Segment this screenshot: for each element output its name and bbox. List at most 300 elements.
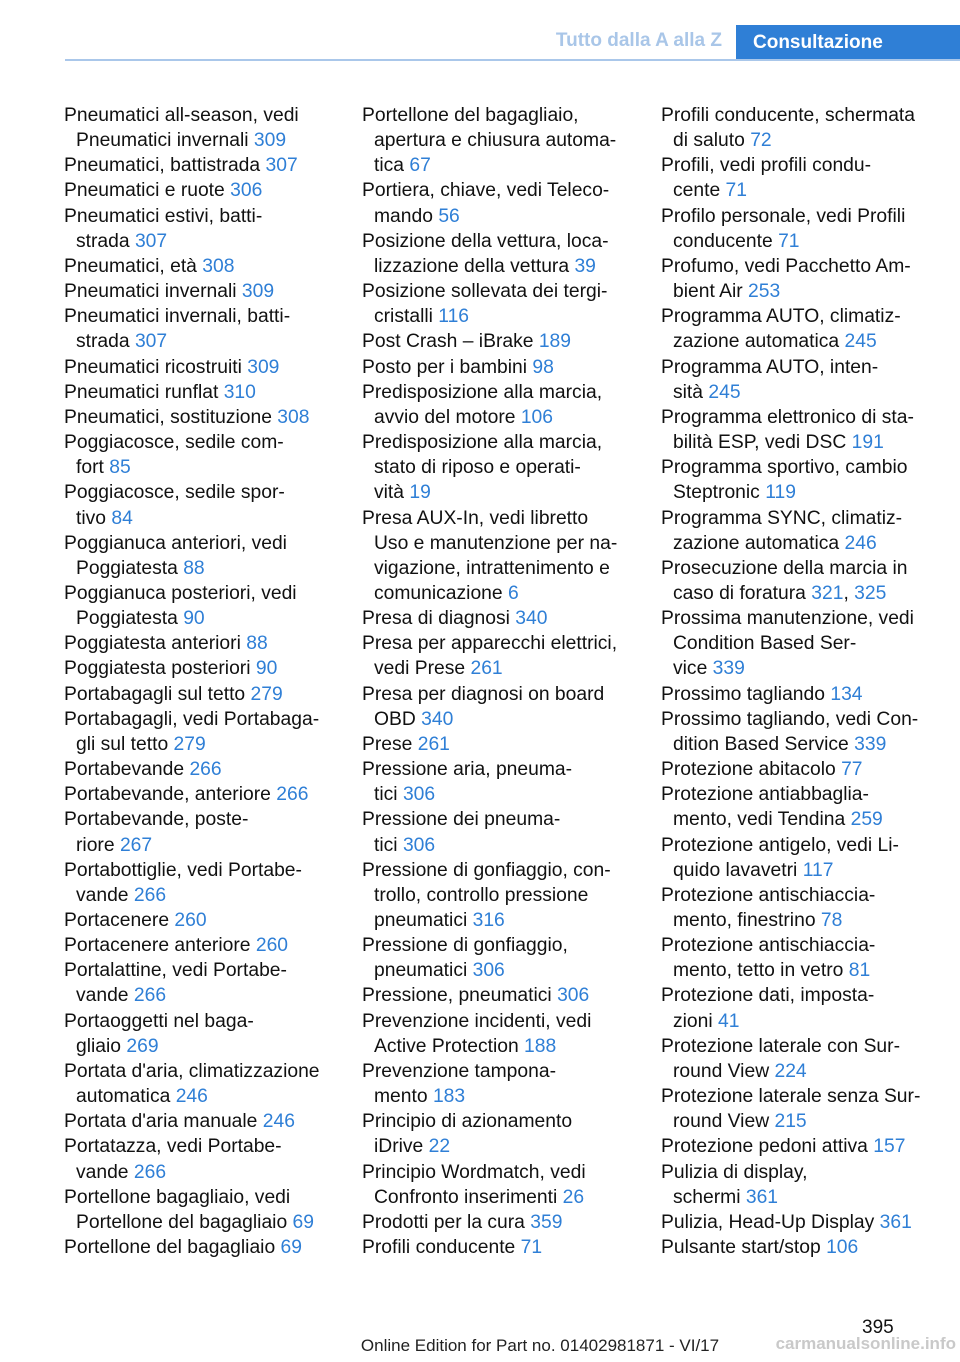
page-link[interactable]: 340 bbox=[515, 608, 548, 630]
entry-text: Pressione dei pneuma- bbox=[362, 809, 561, 831]
entry-text: Predisposizione alla marcia, bbox=[362, 381, 603, 403]
entry-text: Portata d'aria, climatizzazione bbox=[64, 1060, 320, 1082]
entry-text: di saluto bbox=[673, 130, 745, 152]
entry-text: Portacenere anteriore bbox=[64, 935, 251, 957]
index-entry bbox=[661, 304, 936, 354]
page-link[interactable]: 307 bbox=[134, 331, 168, 353]
entry-text: Active Protection bbox=[374, 1035, 519, 1057]
entry-text: vande bbox=[76, 1161, 129, 1183]
index-entry bbox=[64, 1134, 334, 1184]
entry-text: apertura e chiusura automa- bbox=[374, 130, 617, 152]
index-entry bbox=[362, 1210, 632, 1235]
entry-text: Profili conducente, schermata bbox=[661, 105, 915, 126]
entry-text: Pneumatici runflat bbox=[64, 381, 219, 403]
entry-text: Principio Wordmatch, vedi bbox=[362, 1161, 586, 1183]
index-entry bbox=[64, 153, 334, 178]
page-link[interactable]: 134 bbox=[830, 683, 863, 705]
entry-text: round View bbox=[673, 1111, 770, 1133]
page-link[interactable]: 260 bbox=[255, 935, 289, 957]
index-entry bbox=[64, 858, 334, 908]
page-link[interactable]: 77 bbox=[841, 759, 863, 781]
entry-text: Protezione antigelo, vedi Li- bbox=[661, 834, 899, 856]
page-link[interactable]: 306 bbox=[230, 180, 263, 202]
entry-text: Poggianuca posteriori, vedi bbox=[64, 582, 297, 604]
index-column-1 bbox=[64, 103, 334, 1260]
page-link[interactable]: 279 bbox=[173, 733, 206, 755]
entry-text: Poggiatesta bbox=[76, 557, 178, 579]
index-entry bbox=[362, 858, 632, 933]
entry-text: Pneumatici, età bbox=[64, 255, 197, 277]
entry-text: mento, finestrino bbox=[673, 910, 816, 931]
page-link[interactable]: 361 bbox=[879, 1211, 912, 1233]
entry-text: Programma SYNC, climatiz- bbox=[661, 507, 903, 529]
page-link[interactable]: 84 bbox=[111, 507, 133, 529]
entry-text: Prossima manutenzione, vedi bbox=[661, 608, 914, 630]
page-link[interactable]: 215 bbox=[774, 1111, 807, 1133]
index-entry bbox=[64, 656, 334, 681]
entry-text: Pneumatici, battistrada bbox=[64, 155, 261, 177]
page-link[interactable]: 81 bbox=[848, 960, 871, 982]
page-link[interactable]: 261 bbox=[417, 733, 450, 755]
entry-text: Portatazza, vedi Portabe- bbox=[64, 1136, 282, 1158]
entry-text: tica bbox=[374, 155, 405, 177]
entry-text: Poggiatesta bbox=[76, 608, 178, 630]
entry-text: Poggiatesta anteriori bbox=[64, 633, 241, 655]
entry-text: sità bbox=[673, 381, 704, 403]
entry-text: Confronto inserimenti bbox=[374, 1186, 558, 1208]
entry-text: Prosecuzione della marcia in bbox=[661, 557, 908, 579]
entry-text: strada bbox=[76, 331, 130, 353]
entry-text: Pressione di gonfiaggio, bbox=[362, 935, 568, 957]
entry-text: Protezione laterale senza Sur- bbox=[661, 1086, 921, 1108]
page-link[interactable]: 266 bbox=[133, 1161, 167, 1183]
page-link[interactable]: 116 bbox=[438, 306, 470, 328]
index-entry bbox=[362, 933, 632, 983]
page-number: 395 bbox=[862, 1317, 894, 1338]
index-entry bbox=[64, 707, 334, 757]
entry-text: lizzazione della vettura bbox=[374, 255, 570, 277]
page-link[interactable]: 261 bbox=[470, 658, 503, 680]
entry-text: tici bbox=[374, 834, 398, 856]
entry-text: Prevenzione tampona- bbox=[362, 1060, 556, 1082]
watermark: carmanualsonline.info bbox=[775, 1334, 956, 1353]
page-link[interactable]: 26 bbox=[562, 1186, 585, 1208]
entry-text: cente bbox=[673, 180, 721, 202]
entry-text: Portabevande, poste- bbox=[64, 809, 249, 831]
entry-text: Portiera, chiave, vedi Teleco- bbox=[362, 180, 610, 202]
entry-text: Pressione, pneumatici bbox=[362, 985, 552, 1007]
page-link[interactable]: 266 bbox=[276, 784, 309, 806]
page-link[interactable]: 253 bbox=[748, 281, 781, 303]
page-link[interactable]: 306 bbox=[557, 985, 590, 1007]
index-entry bbox=[661, 1160, 936, 1210]
entry-text: dition Based Service bbox=[673, 733, 849, 755]
entry-text: Protezione dati, imposta- bbox=[661, 985, 875, 1007]
entry-text: caso di foratura bbox=[673, 582, 806, 604]
index-entry bbox=[661, 1210, 936, 1235]
entry-text: Prodotti per la cura bbox=[362, 1211, 525, 1233]
entry-text: Predisposizione alla marcia, bbox=[362, 432, 603, 454]
entry-text: Protezione antiabbaglia- bbox=[661, 784, 869, 806]
page-link[interactable]: 269 bbox=[126, 1035, 159, 1057]
section-title: Tutto dalla A alla Z bbox=[555, 30, 722, 51]
index-entry bbox=[64, 355, 334, 380]
entry-text: vità bbox=[374, 482, 405, 504]
page-link[interactable]: 310 bbox=[223, 381, 256, 403]
index-entry bbox=[64, 1235, 334, 1260]
index-entry bbox=[362, 631, 632, 681]
index-entry bbox=[64, 178, 334, 203]
page-link[interactable]: 56 bbox=[438, 205, 460, 227]
page-link[interactable]: 69 bbox=[280, 1237, 302, 1259]
index-entry bbox=[64, 430, 334, 480]
entry-text: quido lavavetri bbox=[673, 859, 798, 881]
page-link[interactable]: 308 bbox=[202, 255, 235, 277]
page-link[interactable]: 321 bbox=[811, 582, 844, 604]
entry-text: Pulizia di display, bbox=[661, 1161, 808, 1183]
page-link[interactable]: 361 bbox=[745, 1186, 779, 1208]
index-entry bbox=[362, 178, 632, 228]
page-link[interactable]: 309 bbox=[241, 281, 275, 303]
page-link[interactable]: 78 bbox=[820, 910, 843, 931]
entry-text: schermi bbox=[673, 1186, 741, 1208]
page-link[interactable]: 88 bbox=[246, 633, 268, 655]
entry-text: Uso e manutenzione per na- bbox=[374, 532, 618, 554]
page-link[interactable]: 119 bbox=[765, 482, 796, 504]
entry-text: Steptronic bbox=[673, 482, 760, 504]
entry-text: Presa AUX-In, vedi libretto bbox=[362, 507, 589, 529]
entry-text: strada bbox=[76, 230, 130, 252]
entry-text: Poggiatesta posteriori bbox=[64, 658, 251, 680]
entry-text: tici bbox=[374, 784, 398, 806]
page-link[interactable]: 189 bbox=[538, 331, 571, 353]
index-entry bbox=[362, 732, 632, 757]
entry-text: Protezione pedoni attiva bbox=[661, 1136, 868, 1158]
page-link[interactable]: 183 bbox=[432, 1086, 466, 1108]
index-entry bbox=[64, 1059, 334, 1109]
entry-text: Pressione di gonfiaggio, con- bbox=[362, 859, 611, 881]
index-entry bbox=[362, 329, 632, 354]
entry-text: Portellone del bagagliaio, bbox=[362, 105, 579, 126]
page-link[interactable]: 98 bbox=[532, 356, 554, 378]
index-entry bbox=[661, 455, 936, 505]
index-entry bbox=[64, 782, 334, 807]
index-entry bbox=[661, 1084, 936, 1134]
page-link[interactable]: 266 bbox=[189, 759, 222, 781]
chapter-tab: Consultazione bbox=[736, 25, 960, 61]
page-link[interactable]: 19 bbox=[409, 482, 431, 504]
index-entry bbox=[661, 103, 936, 153]
index-entry bbox=[64, 405, 334, 430]
entry-text: comunicazione bbox=[374, 582, 503, 604]
index-entry bbox=[64, 531, 334, 581]
index-entry bbox=[661, 983, 936, 1033]
entry-text: gliaio bbox=[76, 1035, 122, 1057]
entry-text: riore bbox=[76, 834, 115, 856]
entry-text: Poggianuca anteriori, vedi bbox=[64, 532, 287, 554]
entry-text: Prese bbox=[362, 733, 413, 755]
entry-text: vice bbox=[673, 658, 708, 680]
entry-text: Portabottiglie, vedi Portabe- bbox=[64, 859, 302, 881]
page-link[interactable]: 191 bbox=[851, 432, 884, 454]
entry-text: cristalli bbox=[374, 306, 433, 328]
page-link[interactable]: 306 bbox=[472, 960, 505, 982]
entry-text: Portabagagli sul tetto bbox=[64, 683, 246, 705]
entry-text: Pneumatici ricostruiti bbox=[64, 356, 242, 378]
index-entry bbox=[362, 1059, 632, 1109]
entry-text: bient Air bbox=[673, 281, 743, 303]
page-link[interactable]: 188 bbox=[524, 1035, 557, 1057]
index-entry bbox=[64, 757, 334, 782]
index-entry bbox=[362, 279, 632, 329]
entry-text: Portalattine, vedi Portabe- bbox=[64, 960, 287, 982]
entry-text: round View bbox=[673, 1060, 770, 1082]
entry-text: avvio del motore bbox=[374, 406, 516, 428]
entry-text: Profumo, vedi Pacchetto Am- bbox=[661, 255, 911, 277]
index-entry bbox=[64, 1009, 334, 1059]
index-entry bbox=[661, 1235, 936, 1260]
entry-text: Pneumatici, sostituzione bbox=[64, 406, 272, 428]
page-link[interactable]: 307 bbox=[265, 155, 298, 177]
index-entry bbox=[362, 807, 632, 857]
page-link[interactable]: 72 bbox=[750, 130, 772, 152]
index-entry bbox=[362, 380, 632, 430]
page-link[interactable]: 266 bbox=[133, 985, 167, 1007]
entry-text: mento bbox=[374, 1086, 428, 1108]
entry-text: fort bbox=[76, 457, 104, 479]
page-link[interactable]: 279 bbox=[250, 683, 283, 705]
page-link[interactable]: 69 bbox=[292, 1211, 314, 1233]
index-entry bbox=[661, 933, 936, 983]
entry-text: Posto per i bambini bbox=[362, 356, 528, 378]
page-link[interactable]: 117 bbox=[802, 859, 834, 881]
page-link[interactable]: 224 bbox=[774, 1060, 807, 1082]
index-entry bbox=[362, 430, 632, 505]
entry-text: Portabevande, anteriore bbox=[64, 784, 271, 806]
index-column-2 bbox=[362, 103, 632, 1260]
index-entry bbox=[64, 631, 334, 656]
page-link[interactable]: 90 bbox=[255, 658, 278, 680]
index-entry bbox=[362, 1160, 632, 1210]
page-link[interactable]: 246 bbox=[262, 1111, 295, 1133]
entry-text: Portellone bagagliaio, vedi bbox=[64, 1186, 291, 1208]
page-link[interactable]: 307 bbox=[134, 230, 168, 252]
page-link[interactable]: 259 bbox=[850, 809, 883, 831]
index-entry bbox=[661, 883, 936, 933]
page-link[interactable]: 316 bbox=[472, 910, 505, 931]
page-link[interactable]: 88 bbox=[183, 557, 205, 579]
page-link[interactable]: 67 bbox=[409, 155, 431, 177]
entry-text: Prossimo tagliando, vedi Con- bbox=[661, 708, 919, 730]
page-link[interactable]: 246 bbox=[844, 532, 877, 554]
entry-text: Programma elettronico di sta- bbox=[661, 406, 914, 428]
page-link[interactable]: 245 bbox=[708, 381, 741, 403]
page-link[interactable]: 106 bbox=[826, 1237, 859, 1259]
entry-text: Posizione sollevata dei tergi- bbox=[362, 281, 608, 303]
entry-text: Pneumatici all-season, vedi bbox=[64, 105, 299, 126]
entry-text: Portellone del bagagliaio bbox=[76, 1211, 288, 1233]
entry-text: mento, tetto in vetro bbox=[673, 960, 844, 982]
index-entry bbox=[661, 405, 936, 455]
page-link[interactable]: 6 bbox=[507, 582, 519, 604]
index-entry bbox=[661, 833, 936, 883]
entry-text: Pneumatici invernali, batti- bbox=[64, 306, 291, 328]
entry-text: Principio di azionamento bbox=[362, 1111, 573, 1133]
page-link[interactable]: 308 bbox=[277, 406, 310, 428]
index-entry bbox=[64, 304, 334, 354]
index-entry bbox=[661, 506, 936, 556]
entry-text: Programma AUTO, inten- bbox=[661, 356, 879, 378]
entry-text: Portabagagli, vedi Portabaga- bbox=[64, 708, 320, 730]
index-column-3 bbox=[661, 103, 936, 1260]
index-entry bbox=[661, 355, 936, 405]
entry-text: Pulizia, Head-Up Display bbox=[661, 1211, 875, 1233]
page-header bbox=[65, 25, 960, 61]
entry-text: Presa per diagnosi on board bbox=[362, 683, 605, 705]
entry-text: Prossimo tagliando bbox=[661, 683, 825, 705]
page-link[interactable]: 22 bbox=[428, 1136, 451, 1158]
entry-text: Pressione aria, pneuma- bbox=[362, 759, 573, 781]
entry-text: Protezione abitacolo bbox=[661, 759, 836, 781]
entry-text: vande bbox=[76, 884, 129, 906]
index-entry bbox=[362, 1009, 632, 1059]
index-entry bbox=[661, 153, 936, 203]
entry-text: Posizione della vettura, loca- bbox=[362, 230, 609, 252]
entry-text: Programma sportivo, cambio bbox=[661, 457, 908, 479]
page-link[interactable]: 260 bbox=[174, 910, 207, 931]
index-entry bbox=[661, 782, 936, 832]
page-link[interactable]: 39 bbox=[574, 255, 596, 277]
entry-text: conducente bbox=[673, 230, 773, 252]
entry-text: trollo, controllo pressione bbox=[374, 884, 589, 906]
index-entry bbox=[362, 682, 632, 732]
entry-text: zioni bbox=[673, 1010, 713, 1032]
entry-text: tivo bbox=[76, 507, 107, 529]
index-entry bbox=[64, 581, 334, 631]
index-entry bbox=[661, 254, 936, 304]
index-entry bbox=[64, 279, 334, 304]
index-entry bbox=[362, 1235, 632, 1260]
header-rule bbox=[65, 59, 960, 61]
entry-text: Pneumatici invernali bbox=[64, 281, 237, 303]
entry-text: Profili conducente bbox=[362, 1237, 516, 1259]
entry-text: Portellone del bagagliaio bbox=[64, 1237, 276, 1259]
page-link[interactable]: 306 bbox=[402, 784, 436, 806]
index-entry bbox=[64, 204, 334, 254]
entry-text: pneumatici bbox=[374, 960, 468, 982]
page-link[interactable]: 309 bbox=[247, 356, 280, 378]
page-link[interactable]: 339 bbox=[712, 658, 745, 680]
index-entry bbox=[362, 229, 632, 279]
page-link[interactable]: 41 bbox=[718, 1010, 740, 1032]
entry-text: Condition Based Ser- bbox=[673, 633, 857, 655]
entry-text: mento, vedi Tendina bbox=[673, 809, 846, 831]
entry-text: iDrive bbox=[374, 1136, 424, 1158]
entry-text: Protezione antischiaccia- bbox=[661, 884, 876, 906]
index-entry bbox=[64, 1109, 334, 1134]
entry-text: Portacenere bbox=[64, 910, 170, 931]
page-link[interactable]: 325 bbox=[854, 582, 887, 604]
entry-text: Pneumatici estivi, batti- bbox=[64, 205, 263, 227]
entry-text: Post Crash – iBrake bbox=[362, 331, 534, 353]
page-link[interactable]: 246 bbox=[175, 1086, 208, 1108]
index-entry bbox=[362, 355, 632, 380]
page-link[interactable]: 71 bbox=[520, 1237, 543, 1259]
entry-text: pneumatici bbox=[374, 910, 468, 931]
index-entry bbox=[64, 103, 334, 153]
entry-text: vigazione, intrattenimento e bbox=[374, 557, 610, 579]
entry-text: Programma AUTO, climatiz- bbox=[661, 306, 901, 328]
index-entry bbox=[661, 757, 936, 782]
index-entry bbox=[362, 757, 632, 807]
index-entry bbox=[64, 958, 334, 1008]
index-entry bbox=[64, 807, 334, 857]
page-link[interactable]: 106 bbox=[520, 406, 553, 428]
page-link[interactable]: 359 bbox=[530, 1211, 563, 1233]
index-entry bbox=[362, 1109, 632, 1159]
index-entry bbox=[661, 606, 936, 681]
index-entry bbox=[362, 983, 632, 1008]
page-link[interactable]: 340 bbox=[421, 708, 454, 730]
entry-text: Poggiacosce, sedile spor- bbox=[64, 482, 285, 504]
entry-text: bilità ESP, vedi DSC bbox=[673, 432, 847, 454]
entry-text: OBD bbox=[374, 708, 416, 730]
page-link[interactable]: 306 bbox=[402, 834, 436, 856]
index-entry bbox=[64, 933, 334, 958]
page-link[interactable]: 339 bbox=[854, 733, 887, 755]
entry-text: vedi Prese bbox=[374, 658, 466, 680]
entry-text: Presa per apparecchi elettrici, bbox=[362, 633, 618, 655]
entry-text: Poggiacosce, sedile com- bbox=[64, 432, 284, 454]
index-entry bbox=[64, 1185, 334, 1235]
entry-text: Pulsante start/stop bbox=[661, 1237, 821, 1259]
index-entry bbox=[64, 682, 334, 707]
footer-edition: Online Edition for Part no. 01402981871 - VI/17 bbox=[360, 1336, 720, 1355]
entry-text: zazione automatica bbox=[673, 331, 840, 353]
index-entry bbox=[64, 254, 334, 279]
entry-text: Protezione laterale con Sur- bbox=[661, 1035, 901, 1057]
entry-text: Profili, vedi profili condu- bbox=[661, 155, 872, 177]
entry-text: stato di riposo e operati- bbox=[374, 457, 581, 479]
entry-text: Pneumatici invernali bbox=[76, 130, 249, 152]
index-entry bbox=[64, 380, 334, 405]
index-entry bbox=[661, 682, 936, 707]
index-entry bbox=[661, 1134, 936, 1159]
page-link[interactable]: 71 bbox=[725, 180, 747, 202]
page-link[interactable]: 245 bbox=[844, 331, 877, 353]
index-entry bbox=[661, 1034, 936, 1084]
entry-text: mando bbox=[374, 205, 433, 227]
page-link[interactable]: 71 bbox=[778, 230, 800, 252]
index-entry: Prosecuzione della marcia in caso di foratura 321, 325 bbox=[661, 557, 908, 604]
index-entry bbox=[362, 103, 632, 178]
entry-text: Profilo personale, vedi Profili bbox=[661, 205, 906, 227]
page-link[interactable]: 309 bbox=[253, 130, 287, 152]
page-link[interactable]: 267 bbox=[119, 834, 153, 856]
index-entry bbox=[661, 204, 936, 254]
entry-text: Prevenzione incidenti, vedi bbox=[362, 1010, 592, 1032]
page-link[interactable]: 85 bbox=[109, 457, 131, 479]
entry-text: Protezione antischiaccia- bbox=[661, 935, 876, 957]
index-entry bbox=[362, 506, 632, 607]
page-link[interactable]: 157 bbox=[873, 1136, 906, 1158]
index-entry bbox=[661, 707, 936, 757]
page-link[interactable]: 266 bbox=[133, 884, 167, 906]
index-entry bbox=[64, 480, 334, 530]
page-link[interactable]: 90 bbox=[183, 608, 205, 630]
entry-text: zazione automatica bbox=[673, 532, 840, 554]
entry-text: Portata d'aria manuale bbox=[64, 1111, 258, 1133]
